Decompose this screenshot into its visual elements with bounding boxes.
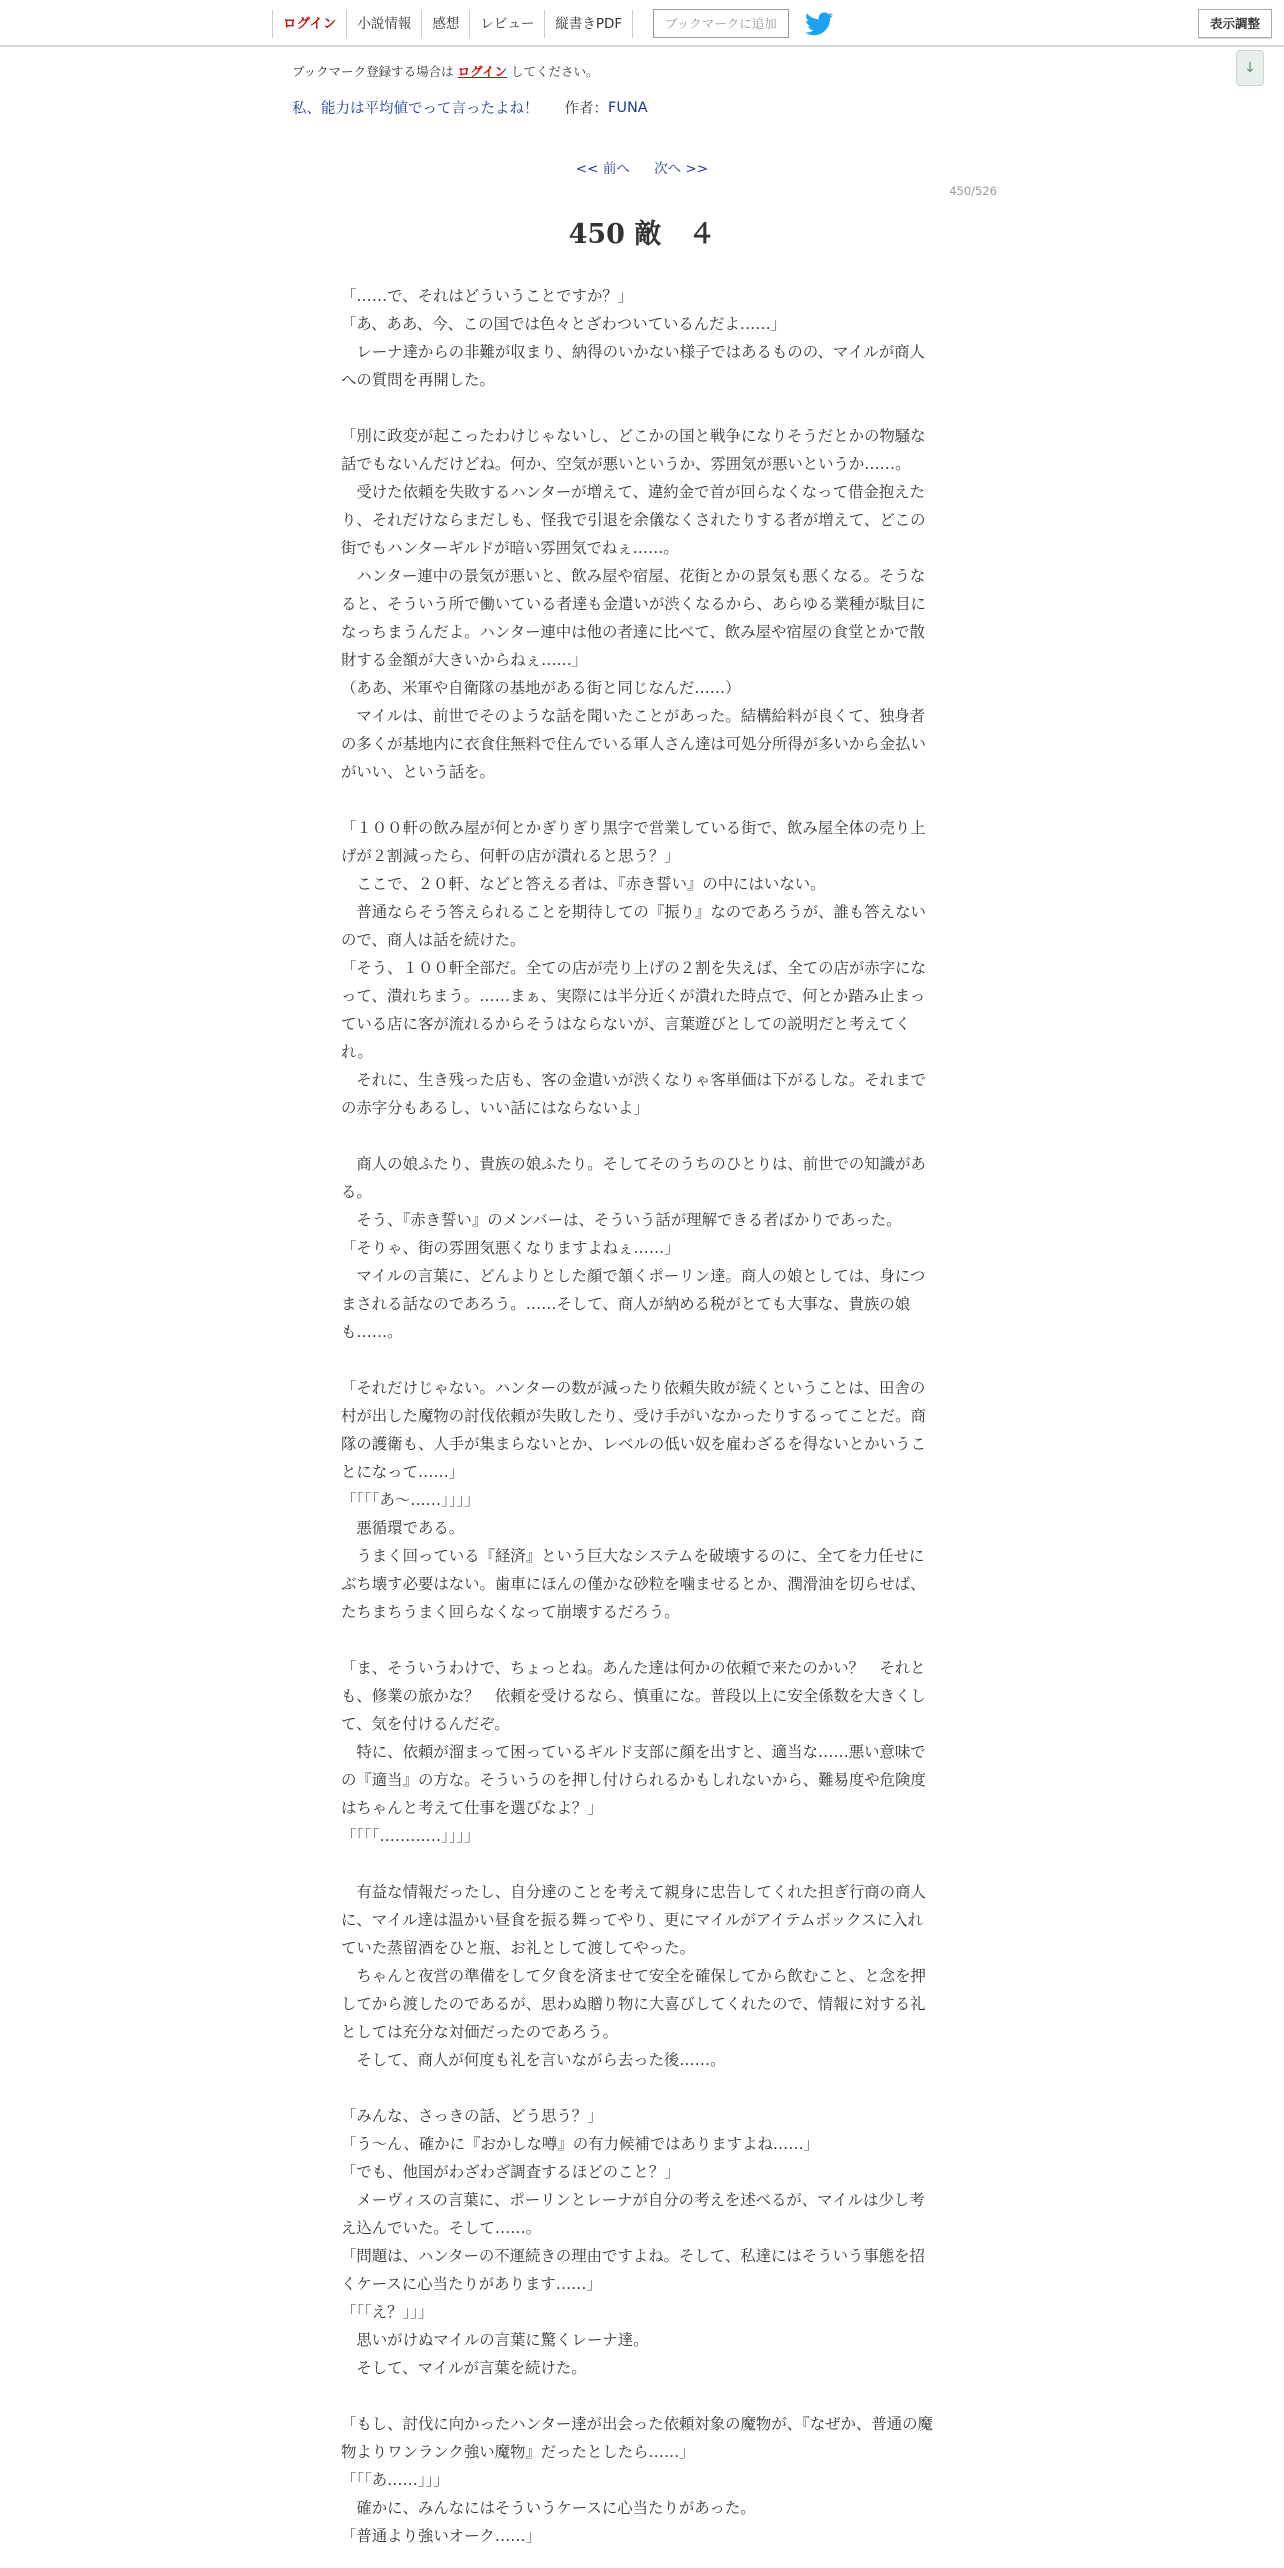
author-link[interactable]: FUNA: [608, 99, 648, 116]
body-paragraph: そして、マイルが言葉を続けた。: [341, 2359, 587, 2377]
body-paragraph: [341, 394, 937, 422]
novel-meta: [292, 97, 648, 118]
body-paragraph: 有益な情報だったし、自分達のことを考えて親身に忠告してくれた担ぎ行商の商人に、マイル達は温かい昼食を振る舞ってやり、更にマイルがアイテムボックスに入れていた蒸留酒をひと瓶、お礼として渡してやった。: [341, 1883, 926, 1957]
body-paragraph: それに、生き残った店も、客の金遣いが渋くなりゃ客単価は下がるしな。それまでの赤字分もあるし、いい話にはならないよ」: [341, 1071, 926, 1117]
body-paragraph: 「……で、それはどういうことですか？」: [341, 287, 634, 305]
body-paragraph: 「「「あ……」」」: [341, 2471, 449, 2489]
body-paragraph: ハンター連中の景気が悪いと、飲み屋や宿屋、花街とかの景気も悪くなる。そうなると、そういう所で働いている者達も金遣いが渋くなるから、あらゆる業種が駄目になっちまうんだよ。ハンター連中は他の者達に比べて、飲み屋や宿屋の食堂とかで散財する金額が大きいからねぇ……」: [341, 567, 926, 669]
body-paragraph: 「ま、そういうわけで、ちょっとね。あんた達は何かの依頼で来たのかい？ それとも、修業の旅かな？ 依頼を受けるなら、慎重にな。普段以上に安全係数を大きくして、気を付けるんだぞ。: [341, 1659, 926, 1733]
nav-novel-info[interactable]: 小説情報: [346, 10, 421, 38]
body-paragraph: 「そう、１００軒全部だ。全ての店が売り上げの２割を失えば、全ての店が赤字になって、潰れちまう。……まぁ、実際には半分近くが潰れた時点で、何とか踏み止まっている店に客が流れるからそうはならないが、言葉遊びとしての説明だと考えてくれ。: [341, 959, 926, 1061]
body-paragraph: [341, 1850, 937, 1878]
chapter-pager: [0, 157, 1284, 177]
body-paragraph: [341, 786, 937, 814]
chapter-count: 450/526: [949, 184, 997, 198]
body-paragraph: 思いがけぬマイルの言葉に驚くレーナ達。: [341, 2331, 649, 2349]
body-paragraph: （ああ、米軍や自衛隊の基地がある街と同じなんだ……）: [341, 679, 741, 697]
login-notice: [292, 62, 599, 80]
body-paragraph: 「あ、ああ、今、この国では色々とざわついているんだよ……」: [341, 315, 787, 333]
body-paragraph: 悪循環である。: [341, 1519, 465, 1537]
chapter-body: [341, 282, 937, 2550]
body-paragraph: 商人の娘ふたり、貴族の娘ふたり。そしてそのうちのひとりは、前世での知識がある。: [341, 1155, 926, 1201]
next-chapter-link[interactable]: 次へ >>: [654, 161, 709, 177]
body-paragraph: [341, 1626, 937, 1654]
body-paragraph: レーナ達からの非難が収まり、納得のいかない様子ではあるものの、マイルが商人への質問を再開した。: [341, 343, 925, 389]
body-paragraph: 「別に政変が起こったわけじゃないし、どこかの国と戦争になりそうだとかの物騒な話でもないんだけどね。何か、空気が悪いというか、雰囲気が悪いというか……。: [341, 427, 926, 473]
nav-login[interactable]: ログイン: [272, 10, 346, 38]
nav-vertical-pdf[interactable]: 縦書きPDF: [544, 10, 633, 38]
display-settings-button[interactable]: 表示調整: [1198, 9, 1272, 38]
nav-reviews[interactable]: レビュー: [469, 10, 544, 38]
body-paragraph: 「問題は、ハンターの不運続きの理由ですよね。そして、私達にはそういう事態を招くケースに心当たりがあります……」: [341, 2247, 925, 2293]
body-paragraph: マイルの言葉に、どんよりとした顔で頷くポーリン達。商人の娘としては、身につまされる話なのであろう。……そして、商人が納める税がとても大事な、貴族の娘も……。: [341, 1267, 926, 1341]
body-paragraph: 「そりゃ、街の雰囲気悪くなりますよねぇ……」: [341, 1239, 680, 1257]
top-bar: [0, 0, 1284, 47]
body-paragraph: ここで、２０軒、などと答える者は、『赤き誓い』の中にはいない。: [341, 875, 826, 893]
body-paragraph: 「でも、他国がわざわざ調査するほどのこと？」: [341, 2163, 680, 2181]
body-paragraph: うまく回っている『経済』という巨大なシステムを破壊するのに、全てを力任せにぶち壊す必要はない。歯車にほんの僅かな砂粒を噛ませるとか、潤滑油を切らせば、たちまちうまく回らなくなって崩壊するだろう。: [341, 1547, 926, 1621]
login-notice-suffix: してください。: [511, 64, 599, 79]
login-notice-prefix: ブックマーク登録する場合は: [292, 64, 454, 79]
novel-title-link[interactable]: 私、能力は平均値でって言ったよね！: [292, 101, 539, 117]
body-paragraph: [341, 1346, 937, 1374]
body-paragraph: 確かに、みんなにはそういうケースに心当たりがあった。: [341, 2499, 756, 2517]
login-link[interactable]: ログイン: [457, 64, 508, 79]
body-paragraph: [341, 1122, 937, 1150]
body-paragraph: 「う～ん、確かに『おかしな噂』の有力候補ではありますよね……」: [341, 2135, 820, 2153]
author-label: 作者：: [564, 101, 608, 117]
body-paragraph: 「「「「あ～……」」」」: [341, 1491, 480, 1509]
body-paragraph: 「「「「…………」」」」: [341, 1827, 480, 1845]
body-paragraph: 「みんな、さっきの話、どう思う？」: [341, 2107, 603, 2125]
body-paragraph: 「１００軒の飲み屋が何とかぎりぎり黒字で営業している街で、飲み屋全体の売り上げが２割減ったら、何軒の店が潰れると思う？」: [341, 819, 926, 865]
body-paragraph: [341, 2382, 937, 2410]
body-paragraph: 「「「え？」」」: [341, 2303, 434, 2321]
twitter-icon[interactable]: [805, 12, 833, 36]
body-paragraph: メーヴィスの言葉に、ポーリンとレーナが自分の考えを述べるが、マイルは少し考え込んでいた。そして……。: [341, 2191, 925, 2237]
body-paragraph: マイルは、前世でそのような話を聞いたことがあった。結構給料が良くて、独身者の多くが基地内に衣食住無料で住んでいる軍人さん達は可処分所得が多いから金払いがいい、という話を。: [341, 707, 926, 781]
prev-chapter-link[interactable]: << 前へ: [575, 161, 630, 177]
body-paragraph: ちゃんと夜営の準備をして夕食を済ませて安全を確保してから飲むこと、と念を押してから渡したのであるが、思わぬ贈り物に大喜びしてくれたので、情報に対する礼としては充分な対価だったのであろう。: [341, 1967, 926, 2041]
body-paragraph: 普通ならそう答えられることを期待しての『振り』なのであろうが、誰も答えないので、商人は話を続けた。: [341, 903, 926, 949]
body-paragraph: 特に、依頼が溜まって困っているギルド支部に顔を出すと、適当な……悪い意味での『適当』の方な。そういうのを押し付けられるかもしれないから、難易度や危険度はちゃんと考えて仕事を選びなよ？」: [341, 1743, 926, 1817]
header-nav: [272, 0, 833, 47]
body-paragraph: そして、商人が何度も礼を言いながら去った後……。: [341, 2051, 726, 2069]
body-paragraph: 「それだけじゃない。ハンターの数が減ったり依頼失敗が続くということは、田舎の村が出した魔物の討伐依頼が失敗したり、受け手がいなかったりするってことだ。商隊の護衛も、人手が集まらないとか、レベルの低い奴を雇わざるを得ないとかいうことになって……」: [341, 1379, 926, 1481]
nav-impressions[interactable]: 感想: [421, 10, 469, 38]
body-paragraph: 「普通より強いオーク……」: [341, 2527, 542, 2545]
add-bookmark-button[interactable]: ブックマークに追加: [653, 9, 789, 38]
scroll-down-button[interactable]: ↓: [1236, 50, 1264, 86]
body-paragraph: [341, 2074, 937, 2102]
chapter-title: 450 敵 ４: [568, 219, 716, 250]
body-paragraph: 受けた依頼を失敗するハンターが増えて、違約金で首が回らなくなって借金抱えたり、それだけならまだしも、怪我で引退を余儀なくされたりする者が増えて、どこの街でもハンターギルドが暗い雰囲気でねぇ……。: [341, 483, 926, 557]
body-paragraph: そう、『赤き誓い』のメンバーは、そういう話が理解できる者ばかりであった。: [341, 1211, 902, 1229]
body-paragraph: 「もし、討伐に向かったハンター達が出会った依頼対象の魔物が、『なぜか、普通の魔物よりワンランク強い魔物』だったとしたら……」: [341, 2415, 933, 2461]
